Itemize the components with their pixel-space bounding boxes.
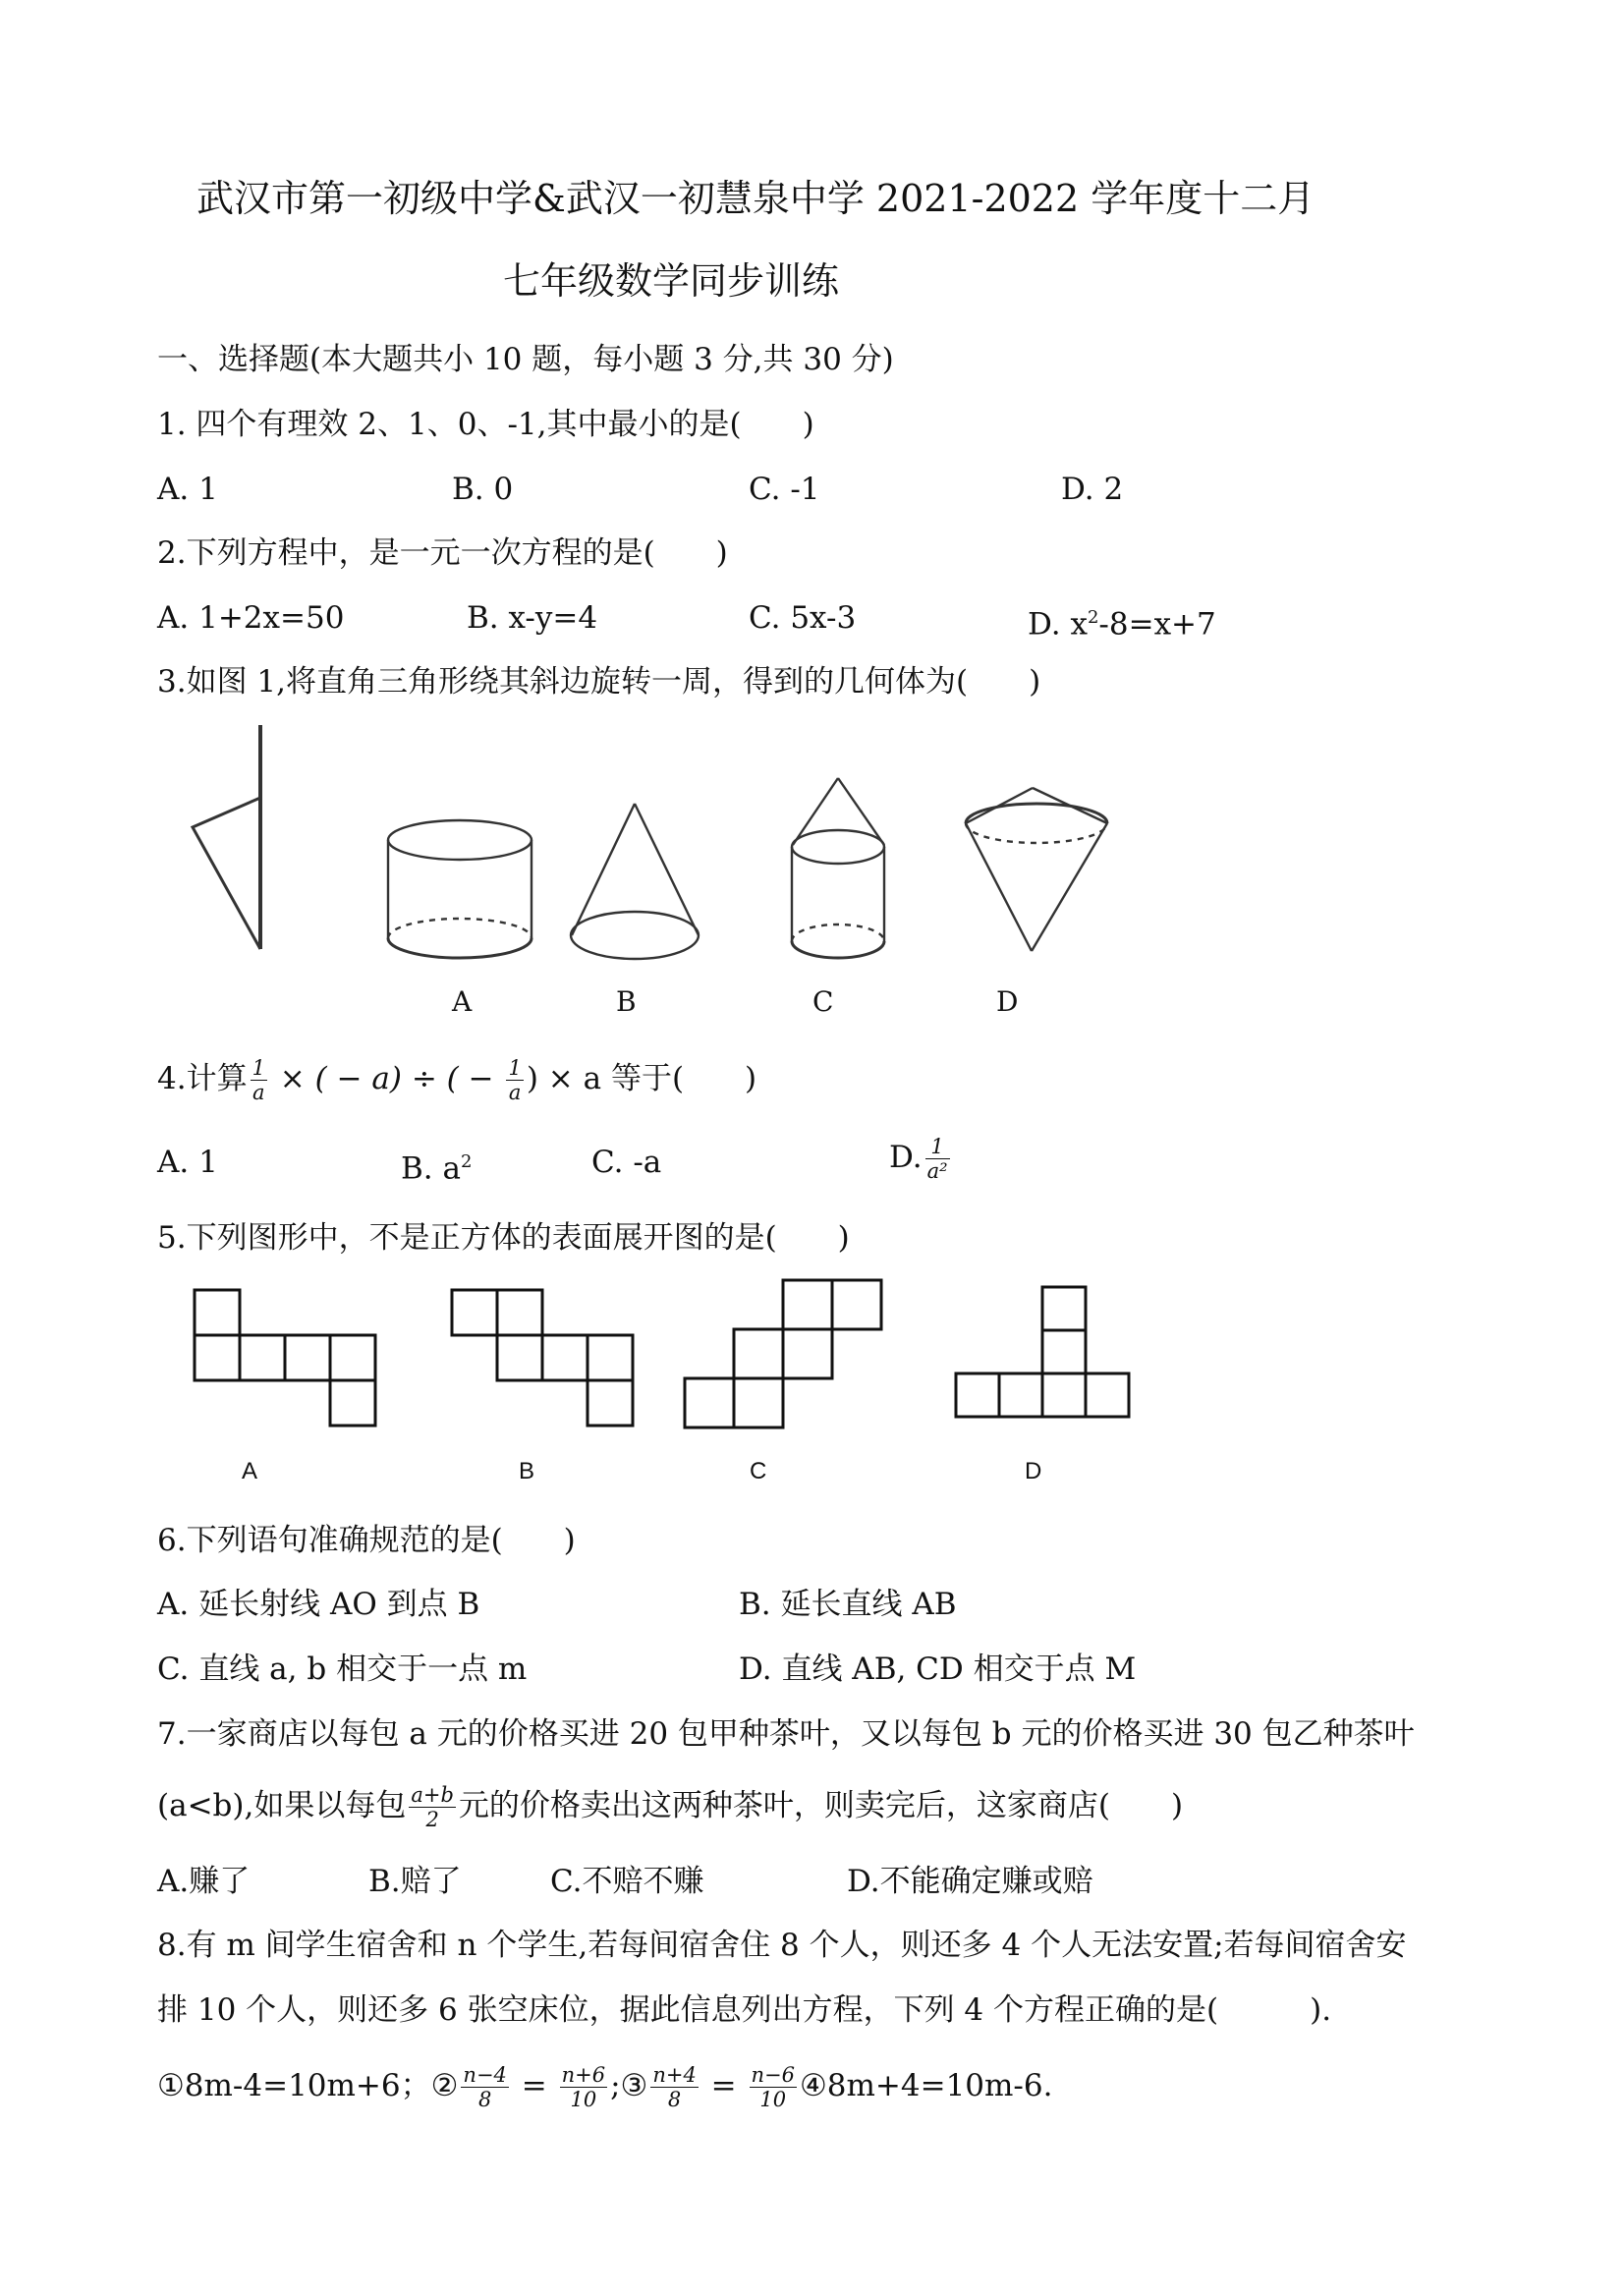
q4-middle-2: ) × a 等于( ) <box>526 1061 757 1096</box>
question-4-stem <box>157 1056 756 1104</box>
q1-option-b: B. 0 <box>452 472 514 507</box>
q5-label-c: C <box>750 1458 767 1484</box>
q4-option-b-exponent: 2 <box>460 1151 473 1172</box>
q8-eq1: ①8m-4=10m+6；② <box>157 2068 459 2103</box>
q3-label-c: C <box>812 985 834 1018</box>
q7-option-c: C.不赔不赚 <box>550 1864 704 1899</box>
q5-net-d <box>956 1287 1129 1417</box>
q3-figure-triangle <box>193 725 260 949</box>
q3-label-b: B <box>616 985 637 1018</box>
q5-net-a <box>195 1290 375 1426</box>
question-3-stem: 3.如图 1,将直角三角形绕其斜边旋转一周，得到的几何体为( ) <box>157 664 1041 700</box>
q7-option-d: D.不能确定赚或赔 <box>847 1864 1093 1899</box>
q8-equal-1: = <box>511 2068 557 2103</box>
q6-option-a: A. 延长射线 AO 到点 B <box>157 1587 480 1622</box>
q3-option-b-cone <box>571 804 699 959</box>
q3-option-d-double-cone <box>966 788 1107 951</box>
q1-option-d: D. 2 <box>1061 472 1124 507</box>
q7-fraction: $\frac{a+b}{2}$ <box>411 1783 454 1831</box>
q4-option-c: C. -a <box>591 1145 662 1180</box>
q4-fraction-1: $\frac{1}{a}$ <box>252 1056 265 1104</box>
question-1-stem: 1. 四个有理效 2、1、0、-1,其中最小的是( ) <box>157 407 814 442</box>
q3-option-a-cylinder <box>388 820 532 958</box>
q8-eq4: ④8m+4=10m-6. <box>799 2068 1053 2103</box>
q8-fraction-1: $\frac{n-4}{8}$ <box>463 2063 507 2111</box>
q7-option-b: B.赔了 <box>368 1864 462 1899</box>
q7-option-a: A.赚了 <box>157 1864 251 1899</box>
q1-option-c: C. -1 <box>749 472 820 507</box>
q5-net-c <box>685 1280 881 1428</box>
q4-middle-1: × ( − a) ÷ ( − <box>269 1061 504 1096</box>
q4-option-d-fraction: $\frac{1}{\text{a²}}$ <box>926 1135 948 1183</box>
q3-option-c-cone-cylinder <box>792 778 884 958</box>
q8-fraction-4: $\frac{n-6}{10}$ <box>751 2063 795 2111</box>
q6-option-b: B. 延长直线 AB <box>739 1587 957 1622</box>
q4-prefix: 4.计算 <box>157 1061 248 1096</box>
q8-fraction-2: $\frac{n+6}{10}$ <box>561 2063 606 2111</box>
q2-option-d-rest: -8=x+7 <box>1098 606 1216 643</box>
question-8-line2: 排 10 个人，则还多 6 张空床位，据此信息列出方程，下列 4 个方程正确的是( ). <box>157 1992 1332 2028</box>
q2-option-a: A. 1+2x=50 <box>157 600 345 636</box>
question-8-line1: 8.有 m 间学生宿舍和 n 个学生,若每间宿舍住 8 个人，则还多 4 个人无法安置;若每间宿舍安 <box>157 1928 1407 1963</box>
q4-option-b-base: B. a <box>401 1150 461 1187</box>
q5-label-b: B <box>519 1458 535 1484</box>
q5-label-a: A <box>242 1458 258 1484</box>
question-6-stem: 6.下列语句准确规范的是( ) <box>157 1523 576 1558</box>
q7-line2-suffix: 元的价格卖出这两种茶叶，则卖完后，这家商店( ) <box>458 1788 1184 1823</box>
question-8-equations <box>157 2063 1052 2111</box>
q2-option-c: C. 5x-3 <box>749 600 857 636</box>
q8-equal-2: = <box>700 2068 747 2103</box>
q8-separator: ;③ <box>610 2068 648 2103</box>
question-7-line1: 7.一家商店以每包 a 元的价格买进 20 包甲种茶叶，又以每包 b 元的价格买进 30 包乙种茶叶 <box>157 1716 1415 1752</box>
q5-label-d: D <box>1025 1458 1042 1484</box>
q3-label-d: D <box>996 985 1019 1018</box>
q6-option-d: D. 直线 AB, CD 相交于点 M <box>739 1652 1137 1687</box>
page-title-line2: 七年级数学同步训练 <box>503 259 840 303</box>
question-2-stem: 2.下列方程中，是一元一次方程的是( ) <box>157 535 728 571</box>
q4-option-d-label: D. <box>889 1140 923 1175</box>
q7-line2-prefix: (a<b),如果以每包 <box>157 1788 407 1823</box>
q4-option-a: A. 1 <box>157 1145 218 1180</box>
q8-fraction-3: $\frac{n+4}{8}$ <box>652 2063 697 2111</box>
q2-option-d-base: D. x <box>1028 606 1088 643</box>
q3-label-a: A <box>452 985 473 1018</box>
q4-option-d <box>889 1135 953 1183</box>
q4-fraction-2: $\frac{1}{a}$ <box>508 1056 522 1104</box>
q1-option-a: A. 1 <box>157 472 218 507</box>
q2-option-d-exponent: 2 <box>1087 607 1099 628</box>
question-7-line2 <box>157 1783 1183 1831</box>
question-5-stem: 5.下列图形中，不是正方体的表面展开图的是( ) <box>157 1220 850 1256</box>
q4-option-b <box>401 1143 472 1188</box>
q2-option-b: B. x-y=4 <box>467 600 598 636</box>
q6-option-c: C. 直线 a, b 相交于一点 m <box>157 1652 528 1687</box>
page-title-line1: 武汉市第一初级中学&武汉一初慧泉中学 2021-2022 学年度十二月 <box>196 177 1315 220</box>
section-heading: 一、选择题(本大题共小 10 题，每小题 3 分,共 30 分) <box>157 342 894 377</box>
q5-net-b <box>452 1290 633 1426</box>
